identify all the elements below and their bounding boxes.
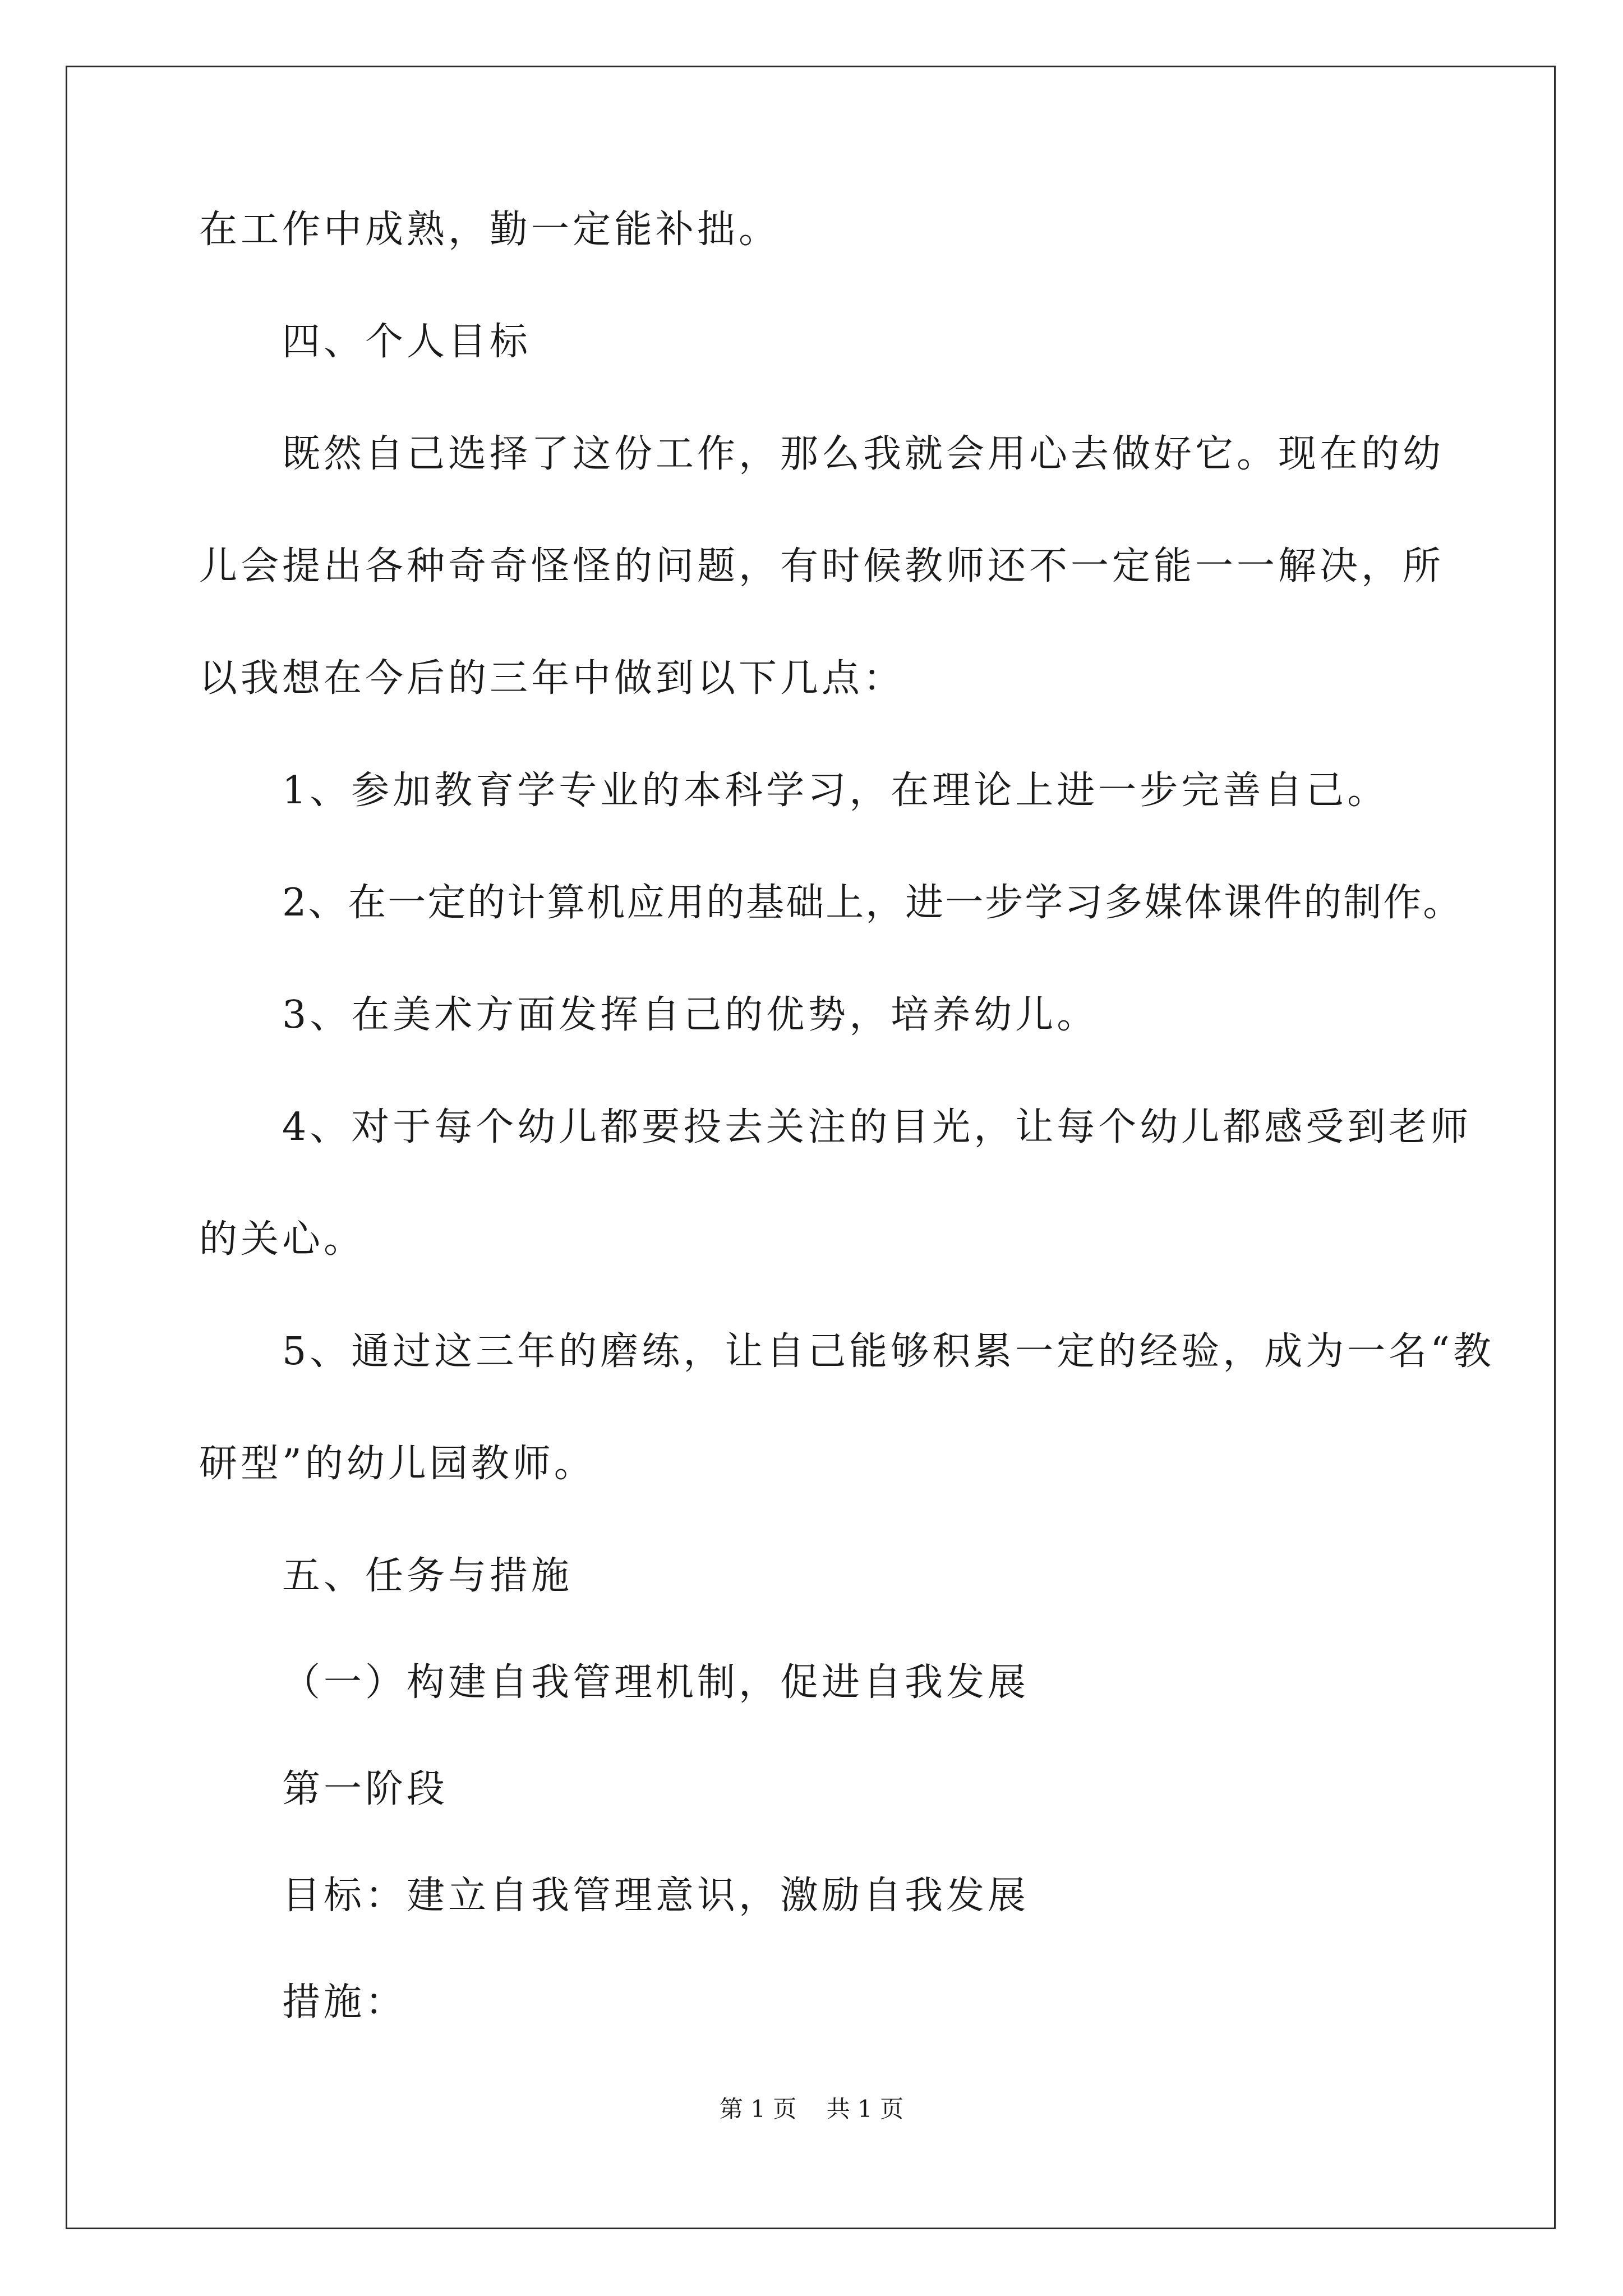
paragraph-line: 在工作中成熟，勤一定能补拙。: [199, 208, 781, 252]
goal-line: 目标：建立自我管理意识，激励自我发展: [282, 1874, 1030, 1918]
paragraph-line: 以我想在今后的三年中做到以下几点：: [199, 656, 905, 701]
subsection-heading: （一）构建自我管理机制，促进自我发展: [282, 1660, 1030, 1705]
list-item: 4、对于每个幼儿都要投去关注的目光，让每个幼儿都感受到老师: [282, 1105, 1472, 1149]
list-item: 2、在一定的计算机应用的基础上，进一步学习多媒体课件的制作。: [282, 881, 1463, 925]
paragraph-line: 儿会提出各种奇奇怪怪的问题，有时候教师还不一定能一一解决，所: [199, 544, 1445, 588]
list-item: 5、通过这三年的磨练，让自己能够积累一定的经验，成为一名“教: [282, 1329, 1495, 1374]
measures-label: 措施：: [282, 1980, 407, 2024]
page-footer: 第 1 页 共 1 页: [719, 2095, 904, 2123]
list-item: 3、在美术方面发挥自己的优势，培养幼儿。: [282, 993, 1099, 1037]
stage-label: 第一阶段: [282, 1767, 449, 1811]
list-item-continuation: 的关心。: [199, 1217, 366, 1262]
list-item-continuation: 研型”的幼儿园教师。: [199, 1442, 596, 1486]
paragraph-line: 既然自己选择了这份工作，那么我就会用心去做好它。现在的幼: [282, 432, 1445, 476]
section-heading: 四、个人目标: [282, 320, 532, 364]
section-heading: 五、任务与措施: [282, 1554, 573, 1598]
list-item: 1、参加教育学专业的本科学习，在理论上进一步完善自己。: [282, 769, 1389, 813]
